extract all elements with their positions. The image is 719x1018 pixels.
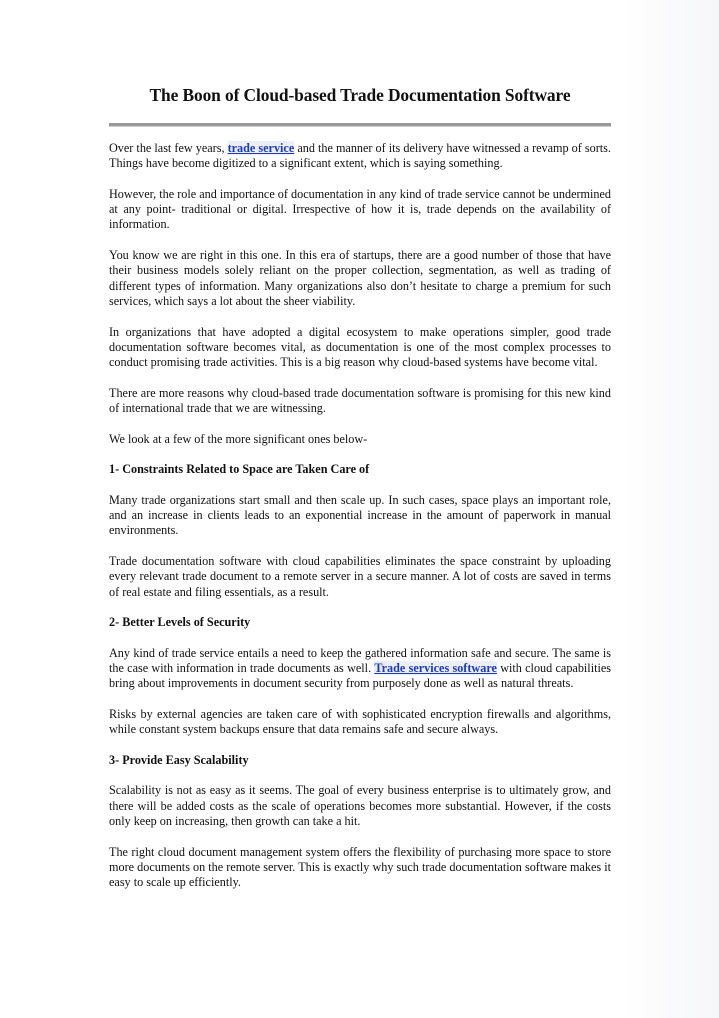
paragraph-text: and the manner of its delivery have witnessed a revamp of sorts. Things have become digitized to a significant extent, which is saying something.: [109, 141, 611, 171]
paragraph-look-below: We look at a few of the more significant ones below-: [109, 431, 368, 446]
trade-services-software-link[interactable]: Trade services software: [374, 661, 497, 676]
paragraph-cloud-document-management: The right cloud document management system offers the flexibility of purchasing more space to store more documents on the remote server. This is exactly why such trade documentation software makes it easy to scale up efficiently.: [109, 844, 611, 890]
document-title: The Boon of Cloud-based Trade Documentation Software: [149, 85, 571, 105]
trade-service-link[interactable]: trade service: [227, 141, 295, 155]
paragraph-documentation-importance: However, the role and importance of documentation in any kind of trade service cannot be undermined at any point- traditional or digital. Irrespective of how it is, trade depends on the availability of information.: [109, 186, 611, 232]
paragraph-intro: [109, 141, 611, 172]
page-shadow-strip: [623, 0, 719, 1018]
paragraph-text: Any kind of trade service entails a need to keep the gathered information safe and secure. The same is the case with information in trade documents as well.: [109, 645, 611, 676]
section-heading-security: 2- Better Levels of Security: [109, 615, 251, 630]
paragraph-text: with cloud capabilities bring about improvements in document security from purposely done as well as natural threats.: [109, 661, 611, 691]
paragraph-scalability: Scalability is not as easy as it seems. The goal of every business enterprise is to ultimately grow, and there will be added costs as the scale of operations becomes more substantial. However, if the costs only keep on increasing, then growth can take a hit.: [109, 783, 611, 829]
paragraph-startups: You know we are right in this one. In this era of startups, there are a good number of those that have their business models solely reliant on the proper collection, segmentation, as well as trading of different types of information. Many organizations also don’t hesitate to charge a premium for such services, which says a lot about the sheer viability.: [109, 248, 611, 308]
section-heading-space: 1- Constraints Related to Space are Taken Care of: [109, 462, 370, 477]
paragraph-security: [109, 646, 611, 692]
paragraph-digital-ecosystem: In organizations that have adopted a digital ecosystem to make operations simpler, good trade documentation software becomes vital, as documentation is one of the most complex processes to conduct promising trade activities. This is a big reason why cloud-based systems have become vital.: [109, 324, 611, 370]
paragraph-more-reasons: There are more reasons why cloud-based trade documentation software is promising for this new kind of international trade that we are witnessing.: [109, 385, 611, 416]
paragraph-space-constraint: Trade documentation software with cloud capabilities eliminates the space constraint by uploading every relevant trade document to a remote server in a secure manner. A lot of costs are saved in terms of real estate and filing essentials, as a result.: [109, 554, 611, 599]
paragraph-start-small: Many trade organizations start small and then scale up. In such cases, space plays an important role, and an increase in clients leads to an exponential increase in the amount of paperwork in manual environments.: [109, 492, 611, 538]
paragraph-encryption: Risks by external agencies are taken care of with sophisticated encryption firewalls and algorithms, while constant system backups ensure that data remains safe and secure always.: [109, 706, 611, 737]
document-body: [109, 84, 611, 891]
paragraph-text: Over the last few years,: [109, 141, 228, 155]
section-heading-scalability: 3- Provide Easy Scalability: [109, 752, 249, 767]
